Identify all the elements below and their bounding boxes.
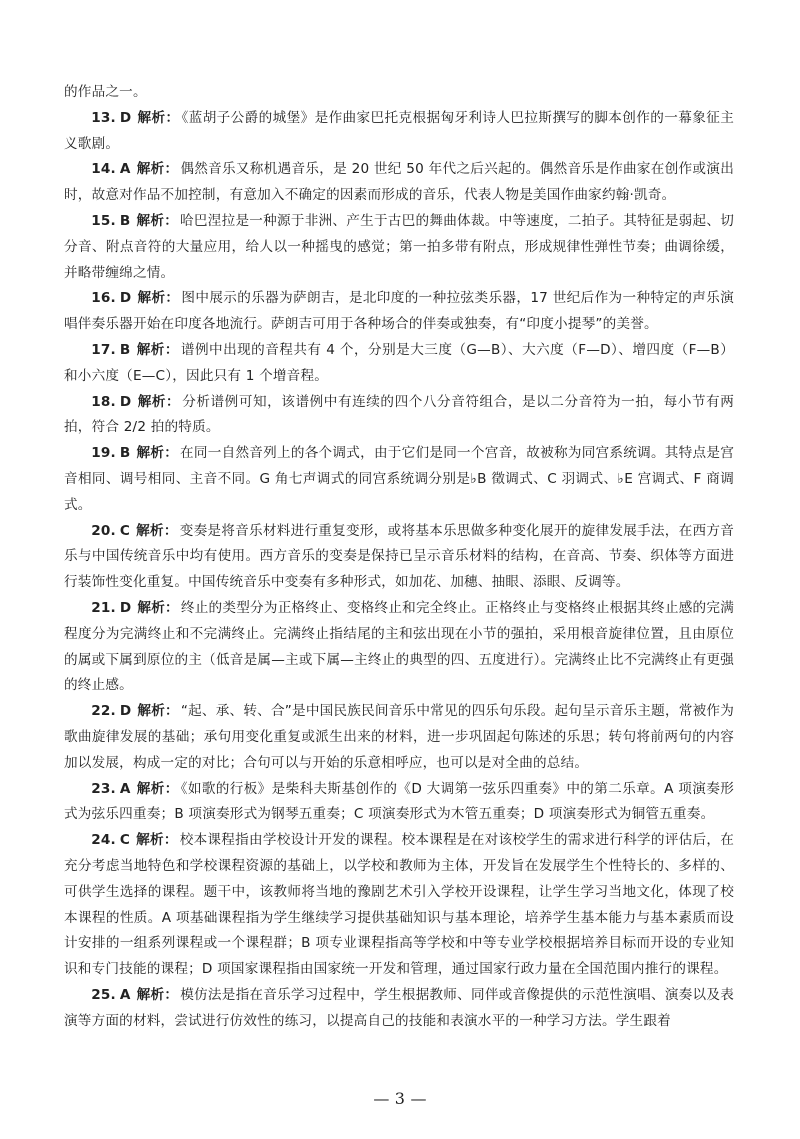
analysis-text: 在同一自然音列上的各个调式，由于它们是同一个宫音，故被称为同宫系统调。其特点是宫音相同、调号相同、主音不同。G 角七声调式的同宫系统调分别是♭B 徵调式、C 羽调式、♭E 宫调式、F 商调式。 — [64, 445, 734, 513]
answer-letter: D — [119, 290, 132, 307]
question-number: 25. — [91, 986, 116, 1003]
question-number: 18. — [91, 393, 116, 410]
analysis-label: 解析： — [137, 393, 181, 410]
analysis-label: 解析： — [136, 832, 178, 849]
page-number: — 3 — — [373, 1089, 427, 1108]
question-number: 14. — [91, 161, 116, 178]
answer-item-22 — [64, 699, 734, 776]
answer-item-21 — [64, 596, 734, 699]
intro-paragraph: 的作品之一。 — [64, 84, 147, 100]
answer-letter: D — [119, 109, 132, 126]
analysis-text: 偶然音乐又称机遇音乐，是 20 世纪 50 年代之后兴起的。偶然音乐是作曲家在创作或演出时，故意对作品不加控制，有意加入不确定的因素而形成的音乐，代表人物是美国作曲家约翰·凯奇。 — [64, 161, 734, 204]
answer-item-15 — [64, 209, 734, 286]
analysis-label: 解析： — [136, 161, 179, 178]
answer-list — [64, 106, 734, 1035]
answer-letter: C — [119, 832, 131, 849]
analysis-text: 终止的类型分为正格终止、变格终止和完全终止。正格终止与变格终止根据其终止感的完满程度分为完满终止和不完满终止。完满终止指结尾的主和弦出现在小节的强拍，采用根音旋律位置，且由原位的属或下属到原位的主（低音是属—主或下属—主终止的典型的四、五度进行）。完满终止比不完满终止有更强的终止感。 — [64, 599, 734, 694]
question-number: 24. — [91, 832, 116, 849]
analysis-label: 解析： — [136, 780, 179, 797]
analysis-text: 模仿法是指在音乐学习过程中，学生根据教师、同伴或音像提供的示范性演唱、演奏以及表演等方面的材料，尝试进行仿效性的练习，以提高自己的技能和表演水平的一种学习方法。学生跟着 — [64, 986, 734, 1029]
analysis-label: 解析： — [136, 212, 179, 229]
answer-letter: D — [119, 393, 132, 410]
analysis-text: 《蓝胡子公爵的城堡》是作曲家巴托克根据匈牙利诗人巴拉斯撰写的脚本创作的一幕象征主义歌剧。 — [64, 109, 734, 152]
answer-item-24 — [64, 828, 734, 983]
analysis-label: 解析： — [136, 341, 179, 358]
answer-item-18 — [64, 390, 734, 442]
answer-item-19 — [64, 441, 734, 518]
analysis-text: 变奏是将音乐材料进行重复变形，或将基本乐思做多种变化展开的旋律发展手法，在西方音乐与中国传统音乐中均有使用。西方音乐的变奏是保持已呈示音乐材料的结构，在音高、节奏、织体等方面进行装饰性变化重复。中国传统音乐中变奏有多种形式，如加花、加穗、抽眼、添眼、反调等。 — [64, 522, 735, 591]
analysis-text: 哈巴涅拉是一种源于非洲、产生于古巴的舞曲体裁。中等速度，二拍子。其特征是弱起、切分音、附点音符的大量应用，给人以一种摇曳的感觉；第一拍多带有附点，形成规律性弹性节奏；曲调徐缓，并略带缠绵之情。 — [64, 212, 734, 281]
analysis-label: 解析： — [137, 599, 179, 616]
question-number: 21. — [91, 599, 116, 616]
answer-letter: C — [119, 522, 131, 539]
question-number: 17. — [91, 341, 116, 358]
analysis-label: 解析： — [137, 290, 180, 307]
answer-letter: A — [119, 780, 131, 797]
answer-item-14 — [64, 157, 734, 209]
analysis-text: 谱例中出现的音程共有 4 个，分别是大三度（G—B）、大六度（F—D）、增四度（F—B）和小六度（E—C），因此只有 1 个增音程。 — [64, 341, 734, 384]
question-number: 13. — [91, 109, 116, 126]
question-number: 19. — [91, 445, 116, 462]
analysis-text: 《如歌的行板》是柴科夫斯基创作的《D 大调第一弦乐四重奏》中的第二乐章。A 项演奏形式为弦乐四重奏；B 项演奏形式为钢琴五重奏；C 项演奏形式为木管五重奏；D 项演奏形式为铜管五重奏。 — [64, 780, 734, 823]
answer-letter: A — [119, 161, 131, 178]
question-number: 20. — [91, 522, 116, 539]
answer-letter: A — [119, 986, 131, 1003]
answer-item-13 — [64, 106, 734, 158]
question-number: 16. — [91, 290, 116, 307]
analysis-label: 解析： — [136, 522, 178, 539]
answer-item-20 — [64, 519, 734, 596]
question-number: 15. — [91, 212, 116, 229]
answer-letter: B — [119, 212, 131, 229]
analysis-label: 解析： — [136, 445, 179, 462]
analysis-text: 分析谱例可知，该谱例中有连续的四个八分音符组合，是以二分音符为一拍，每小节有两拍，符合 2/2 拍的特质。 — [64, 393, 734, 436]
answer-item-16 — [64, 286, 734, 338]
analysis-text: “起、承、转、合”是中国民族民间音乐中常见的四乐句乐段。起句呈示音乐主题，常被作为歌曲旋律发展的基础；承句用变化重复或派生出来的材料，进一步巩固起句陈述的乐思；转句将前两句的内容加以发展，构成一定的对比；合句可以与开始的乐意相呼应，也可以是对全曲的总结。 — [64, 703, 734, 771]
analysis-label: 解析： — [136, 986, 179, 1003]
question-number: 22. — [91, 703, 116, 720]
analysis-text: 校本课程指由学校设计开发的课程。校本课程是在对该校学生的需求进行科学的评估后，在充分考虑当地特色和学校课程资源的基础上，以学校和教师为主体，开发旨在发展学生个性特长的、多样的、可供学生选择的课程。题干中，该教师将当地的豫剧艺术引入学校开设课程，让学生学习当地文化，体现了校本课程的性质。A 项基础课程指为学生继续学习提供基础知识与基本理论，培养学生基本能力与基本素质而设计安排的一组系列课程或一个课程群；B 项专业课程指高等学校和中等专业学校根据培养目标而开设的专业知识和专门技能的课程；D 项国家课程指由国家统一开发和管理，通过国家行政力量在全国范围内推行的课程。 — [64, 832, 735, 978]
answer-letter: B — [119, 341, 131, 358]
analysis-label: 解析： — [137, 703, 179, 720]
answer-letter: D — [119, 599, 132, 616]
answer-item-17 — [64, 338, 734, 390]
answer-item-25 — [64, 983, 734, 1035]
answer-letter: B — [119, 445, 131, 462]
answer-letter: D — [119, 703, 132, 720]
analysis-label: 解析： — [137, 109, 180, 126]
analysis-text: 图中展示的乐器为萨朗吉，是北印度的一种拉弦类乐器，17 世纪后作为一种特定的声乐演唱伴奏乐器开始在印度各地流行。萨朗吉可用于各种场合的伴奏或独奏，有“印度小提琴”的美誉。 — [64, 290, 734, 333]
answer-item-23 — [64, 777, 734, 829]
question-number: 23. — [91, 780, 116, 797]
